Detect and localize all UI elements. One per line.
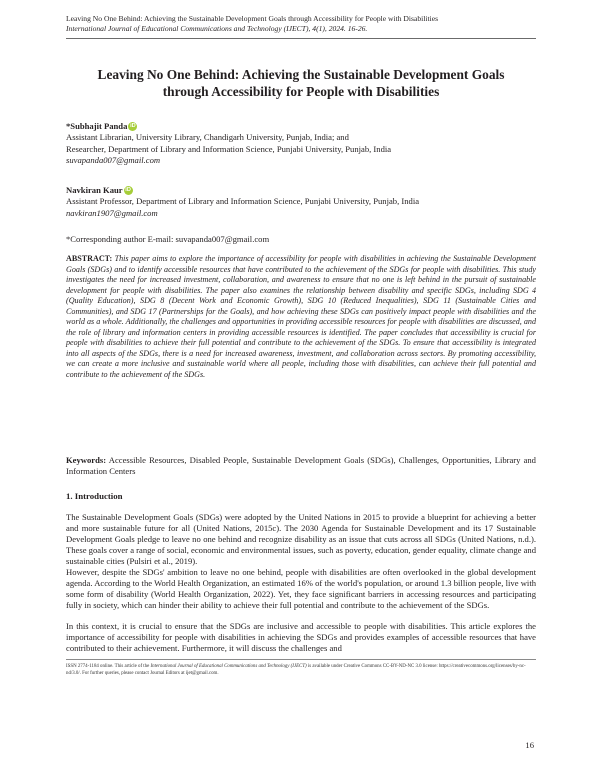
orcid-icon[interactable]: iD: [130, 123, 136, 129]
abstract-text: This paper aims to explore the importance of accessibility for people with disabilities in achieving the Sustainable Development Goals (SDGs) and to identify accessible resources that have contributed to the achievement of the SDGs for people with disabilities. This study investigates the need for increased investment, collaboration, and awareness to ensure that no one is left behind in the pursuit of sustainable development for people with disabilities. The paper also examines the relationship between disability and specific SDGs, including SDG 4 (Quality Education), SDG 8 (Decent Work and Economic Growth), SDG 10 (Reduced Inequalities), SDG 11 (Sustainable Cities and Communities), and SDG 17 (Partnerships for the Goals), and how achieving these SDGs can positively impact people with disabilities and the world as a whole. Additionally, the challenges and opportunities in providing accessible resources for people with disabilities are discussed, and the role of library and information centers in providing accessible resources is identified. The paper concludes that accessibility is crucial for people with disabilities to achieve their full potential and contribute to the achievement of the SDGs. To ensure that accessibility is integrated into all aspects of the SDGs, there is a need for increased awareness, investment, and collaboration across sectors. By promoting accessibility, we can create a more inclusive and sustainable world where all people, including those with disabilities, can achieve their full potential and contribute to the achievement of the SDGs.: [66, 254, 536, 380]
running-head-title: Leaving No One Behind: Achieving the Sustainable Development Goals through Accessibility for People with Disabilities: [66, 14, 439, 23]
page-number: 16: [525, 740, 534, 750]
license-text: ISSN 2774-1184 online. This article of the: [66, 664, 151, 669]
running-head-journal: International Journal of Educational Communications and Technology (IJECT), 4(1), 2024. 16-26.: [66, 24, 368, 33]
author-affiliation: Assistant Librarian, University Library, Chandigarh University, Punjab, India; and: [66, 132, 349, 143]
license-text: is available under Creative Commons CC-BY-ND-NC 3.0 license: https://creativecommons.org/licenses/by-nc-nd/3.0/. For further queries, please contact Journal Editors at ijet@gmail.com.: [66, 664, 526, 677]
paper-title-line: Leaving No One Behind: Achieving the Sustainable Development Goals: [97, 67, 505, 82]
license-journal: International Journal of Educational Communications and Technology (IJECT): [150, 664, 307, 669]
author-email[interactable]: navkiran1907@gmail.com: [66, 207, 158, 218]
keywords: [66, 455, 536, 477]
author-email[interactable]: suvapanda007@gmail.com: [66, 154, 161, 165]
author-name: *Subhajit Panda: [66, 121, 128, 131]
abstract-label: ABSTRACT:: [66, 254, 113, 263]
keywords-label: Keywords:: [66, 455, 107, 465]
paper-title-line: through Accessibility for People with Disabilities: [162, 84, 440, 99]
orcid-icon[interactable]: iD: [125, 187, 131, 193]
corresponding-author: *Corresponding author E-mail: suvapanda007@gmail.com: [66, 234, 270, 244]
footer-rule: [66, 659, 536, 660]
license-footer: [66, 663, 536, 677]
paper-title: [66, 66, 536, 100]
body-paragraph: In this context, it is crucial to ensure that the SDGs are inclusive and accessible to people with disabilities. This article explores the importance of accessibility for people with disabilities in achieving the SDGs and provides examples of accessible resources that have contributed to their achievement. Furthermore, it will discuss the challenges and: [66, 621, 536, 653]
section-heading: 1. Introduction: [66, 491, 123, 501]
author-block-2: [66, 185, 536, 219]
author-name: Navkiran Kaur: [66, 185, 123, 195]
author-block-1: [66, 121, 536, 166]
author-affiliation: Assistant Professor, Department of Library and Information Science, Punjabi University, Punjab, India: [66, 196, 420, 207]
keywords-text: Accessible Resources, Disabled People, Sustainable Development Goals (SDGs), Challenges, Opportunities, Library and Information Centers: [66, 455, 536, 476]
abstract: [66, 254, 536, 381]
author-affiliation: Researcher, Department of Library and Information Science, Punjabi University, Punjab, India: [66, 143, 392, 154]
body-paragraph: However, despite the SDGs' ambition to leave no one behind, people with disabilities are often overlooked in the global development agenda. According to the World Health Organization, an estimated 16% of the world's population, or around 1.3 billion people, live with some form of disability (World Health Organization, 2022). Yet, they face significant barriers in accessing resources and participating fully in society, which can hinder their ability to achieve their full potential and contribute to the achievement of the SDGs.: [66, 567, 536, 610]
body-paragraph: The Sustainable Development Goals (SDGs) were adopted by the United Nations in 2015 to provide a blueprint for achieving a better and more sustainable future for all (United Nations, 2015c). The 2030 Agenda for Sustainable Development and its 17 Sustainable Development Goals pledge to leave no one behind and recognize disability as an issue that cuts across all SDGs (United Nations, n.d.). These goals cover a range of social, economic and environmental issues, such as poverty, education, gender equality, climate change and sustainable cities (Pulsiri et al., 2019).: [66, 512, 536, 566]
running-head: [66, 14, 536, 34]
header-rule: [66, 38, 536, 39]
